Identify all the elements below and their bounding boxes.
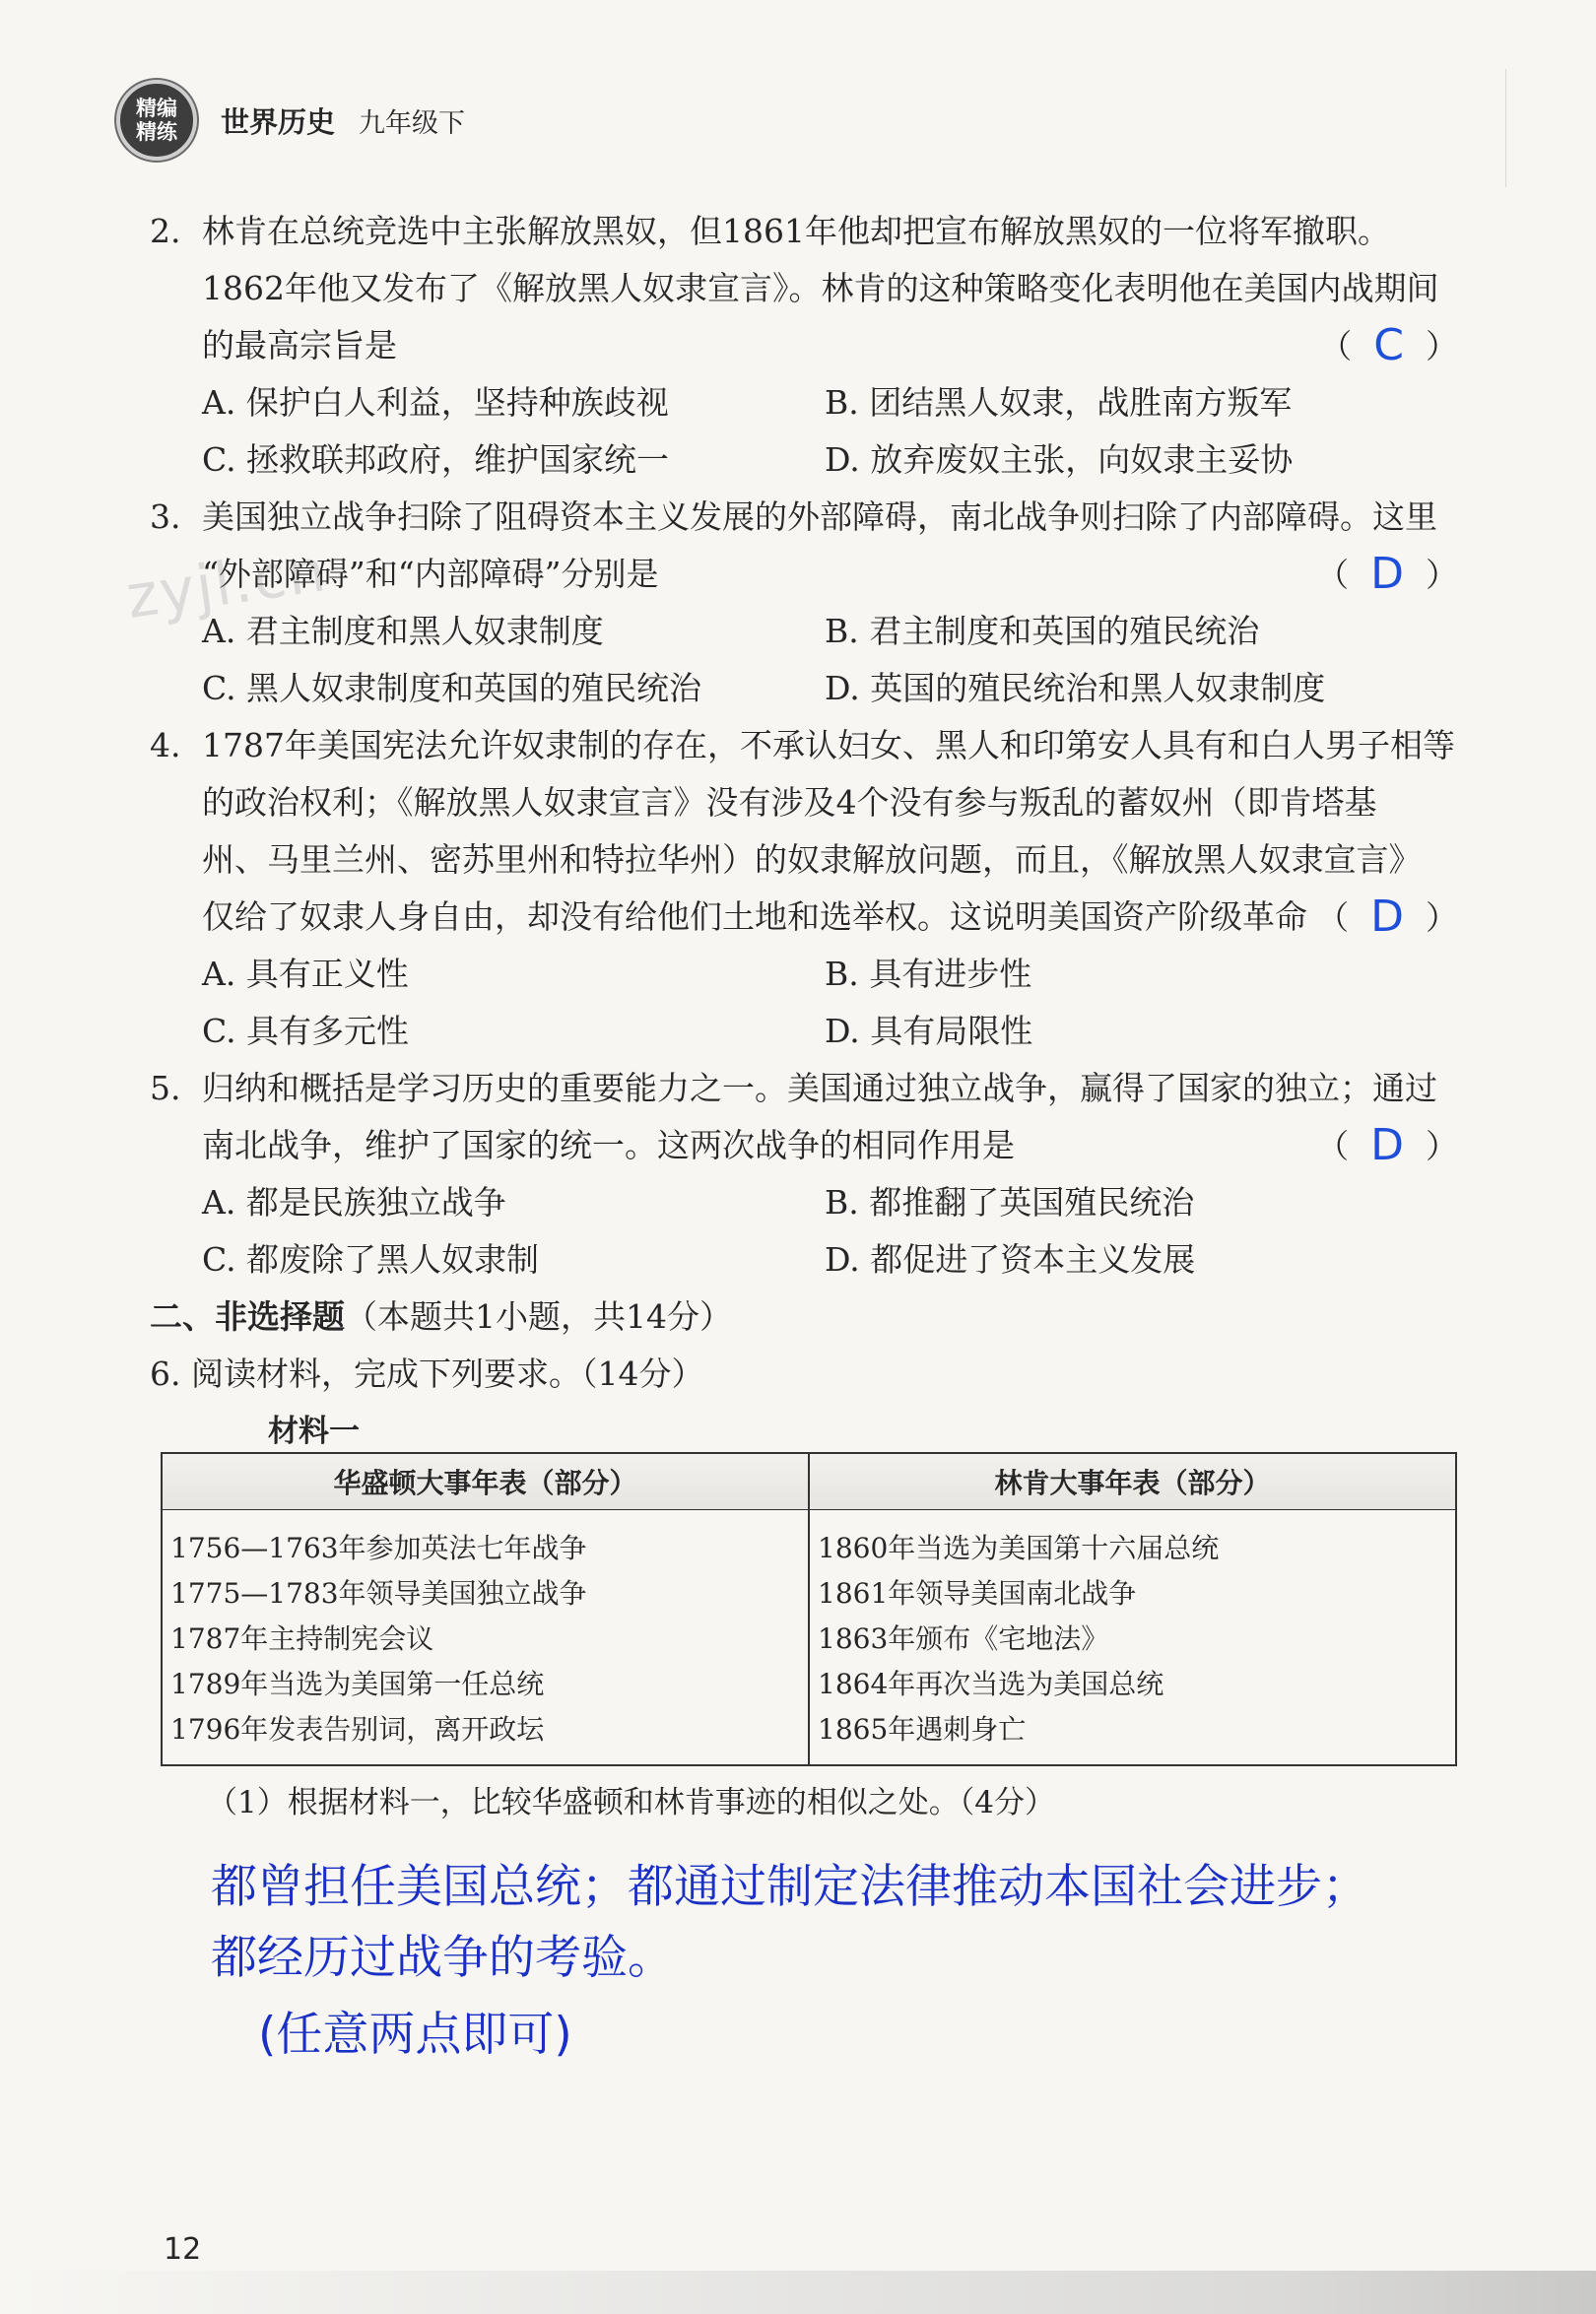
material-label: 材料一 [268,1414,360,1449]
answer-box: （ D ） [1316,549,1458,599]
question-stem-line: “外部障碍”和“内部障碍”分别是 [202,555,659,593]
options-row [158,1231,1458,1289]
question-number: 3. [150,497,181,536]
question-number: 4. [150,726,181,764]
table-header-lincoln: 林肯大事年表（部分） [809,1453,1456,1510]
handwritten-answer-letter: D [1370,892,1404,942]
question-5 [150,1060,1458,1289]
table-row: 1863年颁布《宅地法》 [818,1622,1109,1655]
question-stem-line: 州、马里兰州、密苏里州和特拉华州）的奴隶解放问题，而且，《解放黑人奴隶宣言》 [202,840,1422,879]
series-logo: 精编 精练 [116,80,197,161]
washington-events [162,1510,809,1766]
options-row [158,374,1458,431]
options-row [158,431,1458,489]
question-stem-line: 归纳和概括是学习历史的重要能力之一。美国通过独立战争，赢得了国家的独立；通过 [202,1069,1437,1107]
question-2 [150,203,1458,489]
lincoln-events [809,1510,1456,1766]
section-title: 二、非选择题（本题共1小题，共14分） [150,1297,732,1336]
question-list [150,203,1458,1460]
question-number: 2. [150,212,181,250]
grade-label: 九年级下 [359,107,466,139]
question-3 [150,489,1458,717]
table-row: 1789年当选为美国第一任总统 [170,1668,545,1700]
chronology-table [161,1452,1457,1766]
table-row: 1756—1763年参加英法七年战争 [170,1532,587,1564]
option-d: D. 都促进了资本主义发展 [825,1240,1196,1279]
answer-box: （ C ） [1319,320,1458,370]
question-number: 5. [150,1069,181,1107]
table-row: 1860年当选为美国第十六届总统 [818,1532,1220,1564]
option-a: A. 保护白人利益，坚持种族歧视 [202,383,669,422]
handwritten-answer-letter: D [1370,1120,1404,1170]
page-header [116,81,465,160]
answer-box: （ D ） [1316,892,1458,942]
option-c: C. 拯救联邦政府，维护国家统一 [202,440,670,479]
question-stem-line: 的最高宗旨是 [202,326,397,364]
question-stem-line: 林肯在总统竞选中主张解放黑奴，但1861年他却把宣布解放黑奴的一位将军撤职。 [202,212,1390,250]
handwritten-answer-line: 都曾担任美国总统；都通过制定法律推动本国社会进步； [211,1860,1368,1914]
scan-shadow [0,2271,1596,2314]
question-6-stem: 6. 阅读材料，完成下列要求。（14分） [150,1355,704,1393]
page-number: 12 [164,2232,202,2267]
option-b: B. 都推翻了英国殖民统治 [825,1183,1195,1222]
question-stem-line: 1787年美国宪法允许奴隶制的存在，不承认妇女、黑人和印第安人具有和白人男子相等 [202,726,1455,764]
table-row: 1775—1783年领导美国独立战争 [170,1577,587,1610]
section-note: （本题共1小题，共14分） [345,1297,732,1336]
option-b: B. 团结黑人奴隶，战胜南方叛军 [825,383,1293,422]
options-row [158,1174,1458,1231]
options-row [158,1003,1458,1060]
sub-question-1: （1）根据材料一，比较华盛顿和林肯事迹的相似之处。（4分） [207,1785,1055,1820]
option-d: D. 具有局限性 [825,1012,1033,1050]
option-a: A. 都是民族独立战争 [202,1183,506,1222]
question-stem-line: 1862年他又发布了《解放黑人奴隶宣言》。林肯的这种策略变化表明他在美国内战期间 [202,269,1439,307]
option-c: C. 黑人奴隶制度和英国的殖民统治 [202,669,702,707]
options-row [158,946,1458,1003]
question-stem-line: 仅给了奴隶人身自由，却没有给他们土地和选举权。这说明美国资产阶级革命 [202,897,1307,936]
option-d: D. 放弃废奴主张，向奴隶主妥协 [825,440,1294,479]
option-a: A. 君主制度和黑人奴隶制度 [202,612,604,650]
table-row: 1796年发表告别词，离开政坛 [170,1713,545,1746]
option-d: D. 英国的殖民统治和黑人奴隶制度 [825,669,1326,707]
options-row [158,660,1458,717]
question-stem-line: 的政治权利；《解放黑人奴隶宣言》没有涉及4个没有参与叛乱的蓄奴州（即肯塔基 [202,783,1377,822]
question-stem-line: 美国独立战争扫除了阻碍资本主义发展的外部障碍，南北战争则扫除了内部障碍。这里 [202,497,1437,536]
table-row: 1787年主持制宪会议 [170,1622,434,1655]
table-row: 1864年再次当选为美国总统 [818,1668,1164,1700]
option-c: C. 都废除了黑人奴隶制 [202,1240,540,1279]
table-header-washington: 华盛顿大事年表（部分） [162,1453,809,1510]
question-4 [150,717,1458,1060]
margin-divider [1505,69,1506,187]
handwritten-answer-note: (任意两点即可) [258,2008,572,2062]
handwritten-answer-letter: C [1373,320,1404,370]
answer-box: （ D ） [1316,1120,1458,1170]
table-row: 1865年遇刺身亡 [818,1713,1027,1746]
watermark: zyjl.cn [122,536,332,632]
handwritten-answer-line: 都经历过战争的考验。 [211,1931,674,1985]
option-b: B. 具有进步性 [825,955,1032,993]
option-c: C. 具有多元性 [202,1012,410,1050]
table-row: 1861年领导美国南北战争 [818,1577,1137,1610]
option-b: B. 君主制度和英国的殖民统治 [825,612,1260,650]
option-a: A. 具有正义性 [202,955,409,993]
options-row [158,603,1458,660]
question-stem-line: 南北战争，维护了国家的统一。这两次战争的相同作用是 [202,1126,1015,1164]
handwritten-answer-letter: D [1370,549,1404,599]
book-title: 世界历史 [221,104,336,139]
